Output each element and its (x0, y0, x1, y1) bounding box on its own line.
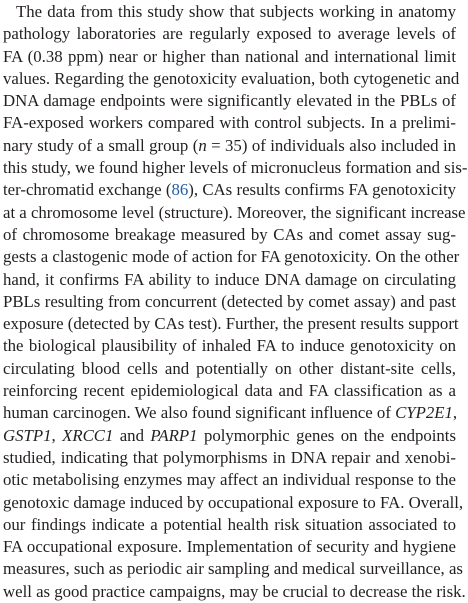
text-segment: , (51, 425, 63, 445)
text-line-15: exposure (detected by CAs test). Further, the present results support (3, 314, 459, 334)
text-segment: nary study of a small group ( (3, 135, 199, 155)
text-line-10: at a chromosome level (structure). Moreover, the significant increase (3, 202, 466, 222)
text-line-23: genotoxic damage induced by occupational exposure to FA. Overall, (3, 492, 464, 512)
text-line-21: studied, indicating that polymorphisms in DNA repair and xenobi- (3, 447, 456, 467)
text-line-13: hand, it confirms FA ability to induce DNA damage on circulating (3, 269, 456, 289)
text-segment: polymorphic genes on the endpoints (197, 425, 456, 445)
text-line-16: the biological plausibility of inhaled FA to induce genotoxicity on (3, 336, 456, 356)
text-segment: , (452, 403, 458, 423)
text-line-27: well as good practice campaigns, may be crucial to decrease the risk. (3, 581, 466, 601)
gene-name-xrcc1: XRCC1 (62, 425, 114, 445)
text-line-5: DNA damage endpoints were significantly elevated in the PBLs of (3, 91, 456, 111)
text-line-3: FA (0.38 ppm) near or higher than national and international limit (3, 46, 456, 66)
text-line-6: FA-exposed workers compared with control subjects. In a prelimi- (3, 113, 456, 133)
italic-variable-n: n (198, 135, 207, 155)
text-line-12: gests a clastogenic mode of action for FA genotoxicity. On the other (3, 247, 460, 267)
text-line-24: our findings indicate a potential health risk situation associated to (3, 514, 456, 534)
text-line-2: pathology laboratories are regularly exposed to average levels of (3, 24, 456, 44)
gene-name-cyp2e1: CYP2E1 (395, 403, 453, 423)
text-segment: ter-chromatid exchange ( (3, 180, 172, 200)
text-line-1: The data from this study show that subjects working in anatomy (16, 2, 456, 21)
text-segment: ), CAs results confirms FA genotoxicity (188, 180, 456, 200)
text-line-9 (3, 179, 456, 201)
text-segment: human carcinogen. We also found significant influence of (3, 403, 396, 423)
text-line-18: reinforcing recent epidemiological data and FA classification as a (3, 381, 456, 401)
text-line-22: otic metabolising enzymes may affect an individual response to the (3, 470, 456, 490)
text-line-20 (3, 425, 456, 447)
text-line-25: FA occupational exposure. Implementation of security and hygiene (3, 537, 456, 557)
text-line-17: circulating blood cells and potentially on other distant-site cells, (3, 358, 456, 378)
gene-name-gstp1: GSTP1 (3, 425, 52, 445)
reference-link-86[interactable]: 86 (171, 180, 189, 200)
text-line-8: this study, we found higher levels of micronucleus formation and sis- (3, 158, 468, 178)
text-line-19 (3, 402, 456, 424)
text-line-7 (3, 135, 456, 157)
text-line-26: measures, such as periodic air sampling and medical surveillance, as (3, 559, 463, 579)
text-segment: = 35) of individuals also included in (206, 135, 456, 155)
gene-name-parp1: PARP1 (150, 425, 198, 445)
text-segment: and (113, 425, 151, 445)
text-line-14: PBLs resulting from concurrent (detected by comet assay) and past (3, 291, 456, 311)
article-paragraph (3, 1, 468, 603)
text-line-4: values. Regarding the genotoxicity evaluation, both cytogenetic and (3, 68, 460, 88)
text-line-11: of chromosome breakage measured by CAs and comet assay sug- (3, 224, 456, 244)
